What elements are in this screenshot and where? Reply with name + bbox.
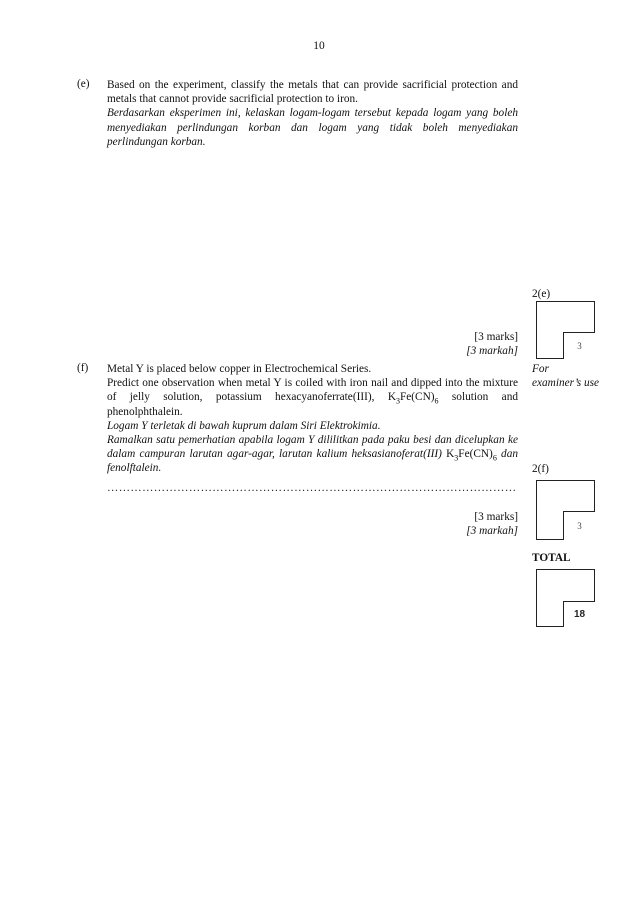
total-score-cell <box>563 601 595 627</box>
question-e-marks <box>300 330 518 358</box>
examiner-use-line2: examiner’s use <box>532 377 600 389</box>
question-f-body <box>107 362 518 476</box>
q-f-malay-text: dan fenolftalein. <box>107 448 518 475</box>
formula-text: Fe(CN) <box>400 391 435 404</box>
question-f-malay2 <box>107 433 518 476</box>
score-cell-2e <box>563 332 595 359</box>
total-score-box <box>536 569 595 627</box>
marks-malay: [3 markah] <box>466 345 518 357</box>
question-e-malay: Berdasarkan eksperimen ini, kelaskan logam-logam tersebut kepada logam yang boleh menyediakan perlindungan korban dan logam yang tidak boleh menyediakan perlindungan korban. <box>107 107 518 148</box>
marks-english: [3 marks] <box>474 331 518 343</box>
question-f-label: (f) <box>77 362 89 374</box>
question-f-line1: Metal Y is placed below copper in Electrochemical Series. <box>107 363 372 375</box>
marks-english: [3 marks] <box>474 511 518 523</box>
formula-text: K <box>446 448 455 461</box>
question-e-label: (e) <box>77 78 90 90</box>
total-label: TOTAL <box>532 552 571 564</box>
page-number: 10 <box>313 40 325 52</box>
subscript: 3 <box>454 453 459 463</box>
subscript: 3 <box>396 396 400 406</box>
total-score-value: 18 <box>573 609 586 620</box>
question-f-malay1: Logam Y terletak di bawah kuprum dalam Siri Elektrokimia. <box>107 419 381 432</box>
question-e-english: Based on the experiment, classify the metals that can provide sacrificial protection and metals that cannot provide sacrificial protection to iron. <box>107 79 518 106</box>
score-value-2e: 3 <box>577 341 582 351</box>
question-e-body <box>107 78 518 149</box>
question-f-line2 <box>107 376 518 419</box>
score-box-2f <box>536 480 595 540</box>
subscript: 6 <box>492 453 497 463</box>
q-f-text: Predict one observation when metal Y is coiled with iron nail and dipped into the mixture of jelly solution, potassium hexacyanoferrate(III), K <box>107 377 518 404</box>
box-label-2f: 2(f) <box>532 463 549 475</box>
marks-malay: [3 markah] <box>466 525 518 537</box>
score-cell-2f <box>563 511 595 540</box>
question-f-marks <box>300 510 518 538</box>
score-value-2f: 3 <box>577 521 582 531</box>
subscript: 6 <box>434 396 439 406</box>
q-f-text: solution and phenolphthalein. <box>107 391 518 418</box>
q-f-malay-text: Ramalkan satu pemerhatian apabila logam Y dililitkan pada paku besi dan dicelupkan ke dalam campuran larutan agar-agar, larutan kalium heksasianoferat(III) <box>107 434 518 461</box>
examiner-use-note <box>532 362 599 390</box>
answer-line[interactable]: …………………………………………………………………………………………… <box>107 482 517 494</box>
box-label-2e: 2(e) <box>532 288 551 300</box>
score-box-2e <box>536 301 595 359</box>
examiner-use-line1: For <box>532 363 549 375</box>
formula-text: Fe(CN) <box>458 448 493 461</box>
